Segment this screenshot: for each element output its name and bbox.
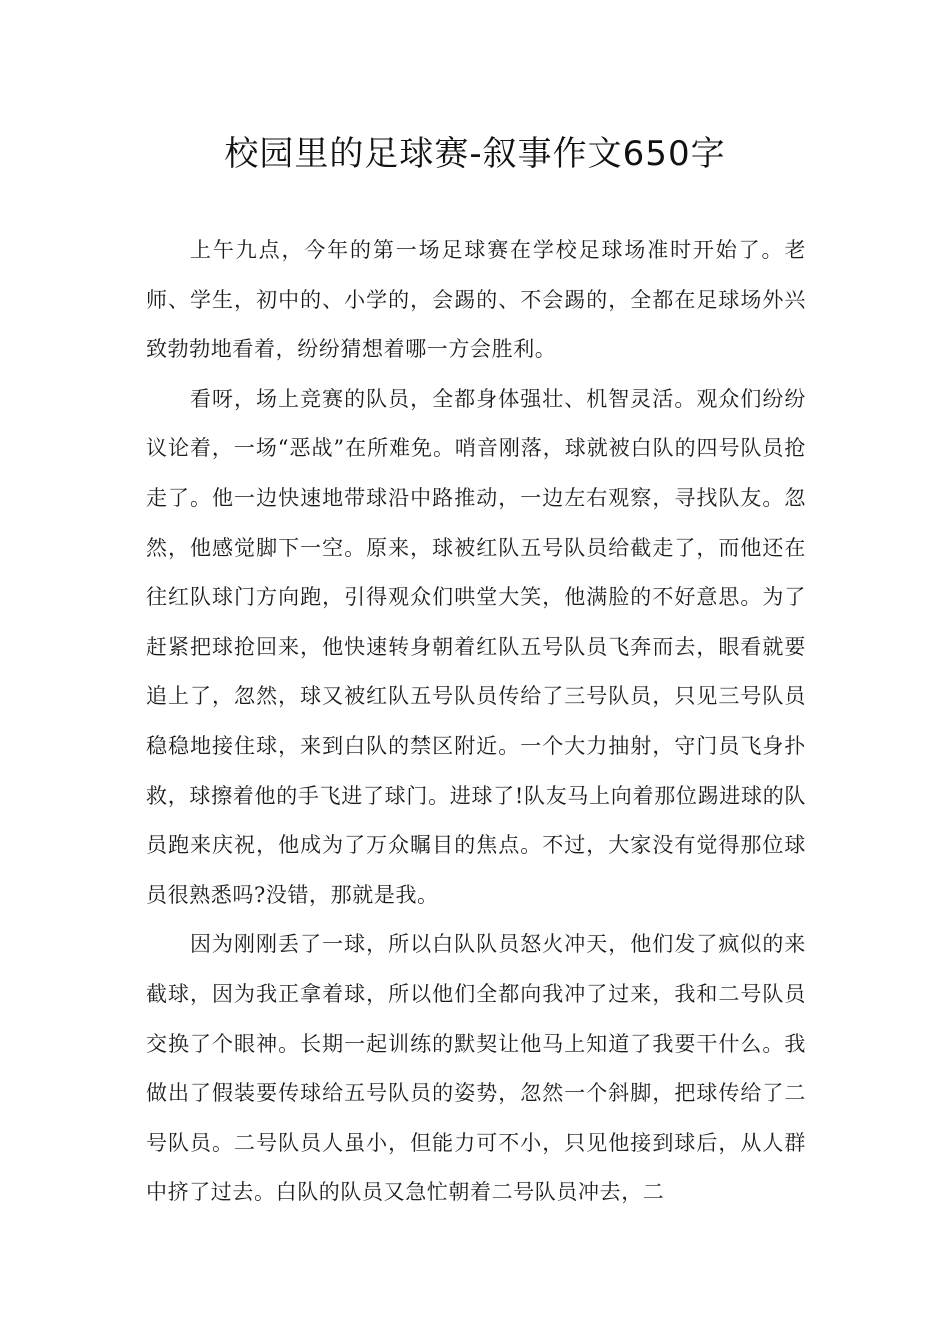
paragraph-2: 看呀，场上竞赛的队员，全都身体强壮、机智灵活。观众们纷纷议论着，一场“恶战”在所难免。哨音刚落，球就被白队的四号队员抢走了。他一边快速地带球沿中路推动，一边左右观察，寻找队友。忽然，他感觉脚下一空。原来，球被红队五号队员给截走了，而他还在往红队球门方向跑，引得观众们哄堂大笑，他满脸的不好意思。为了赶紧把球抢回来，他快速转身朝着红队五号队员飞奔而去，眼看就要追上了，忽然，球又被红队五号队员传给了三号队员，只见三号队员稳稳地接住球，来到白队的禁区附近。一个大力抽射，守门员飞身扑救，球擦着他的手飞进了球门。进球了!队友马上向着那位踢进球的队员跑来庆祝，他成为了万众瞩目的焦点。不过，大家没有觉得那位球员很熟悉吗?没错，那就是我。: [146, 386, 806, 907]
document-body: [146, 226, 806, 1218]
document-title: 校园里的足球赛-叙事作文650字: [224, 134, 726, 174]
paragraph-3: 因为刚刚丢了一球，所以白队队员怒火冲天，他们发了疯似的来截球，因为我正拿着球，所以他们全都向我冲了过来，我和二号队员交换了个眼神。长期一起训练的默契让他马上知道了我要干什么。我做出了假装要传球给五号队员的姿势，忽然一个斜脚，把球传给了二号队员。二号队员人虽小，但能力可不小，只见他接到球后，从人群中挤了过去。白队的队员又急忙朝着二号队员冲去，二: [146, 932, 806, 1205]
paragraph-1: 上午九点，今年的第一场足球赛在学校足球场准时开始了。老师、学生，初中的、小学的，会踢的、不会踢的，全都在足球场外兴致勃勃地看着，纷纷猜想着哪一方会胜利。: [146, 238, 806, 362]
